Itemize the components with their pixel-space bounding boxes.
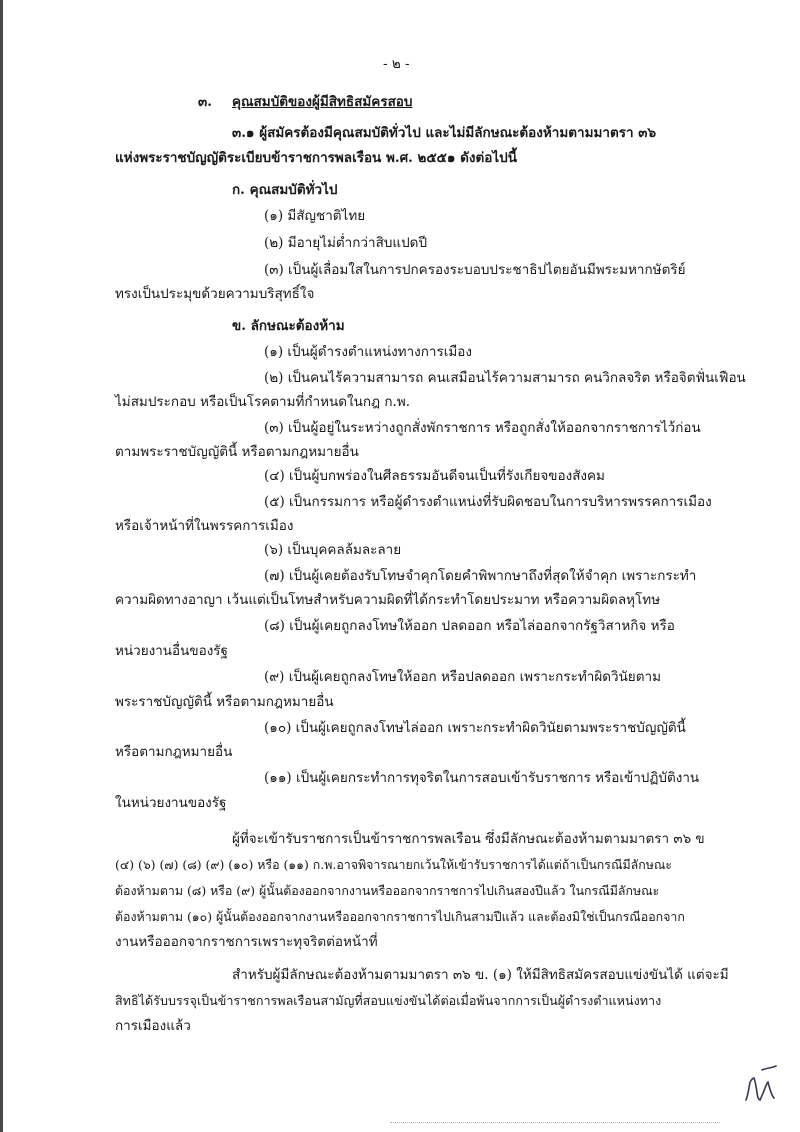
general-item-2: (๒) มีอายุไม่ต่ำกว่าสิบแปดปี	[264, 235, 428, 251]
prohibited-line: (๗) เป็นผู้เคยต้องรับโทษจำคุกโดยคำพิพากษาถึงที่สุดให้จำคุก เพราะกระทำ	[264, 568, 697, 584]
general-item-3-cont: ทรงเป็นประมุขด้วยความบริสุทธิ์ใจ	[115, 286, 315, 302]
prohibited-line: ความผิดทางอาญา เว้นแต่เป็นโทษสำหรับความผิดที่ได้กระทำโดยประมาท หรือความผิดลหุโทษ	[115, 592, 661, 608]
prohibited-line: (๑๐) เป็นผู้เคยถูกลงโทษไล่ออก เพราะกระทำผิดวินัยตามพระราชบัญญัตินี้	[264, 720, 686, 736]
sub-heading-line1: ๓.๑ ผู้สมัครต้องมีคุณสมบัติทั่วไป และไม่มีลักษณะต้องห้ามตามมาตรา ๓๖	[232, 125, 657, 141]
paragraph1-line: ต้องห้ามตาม (๑๐) ผู้นั้นต้องออกจากงานหรือออกจากราชการไปเกินสามปีแล้ว และต้องมิใช่เป็นกรณีออกจาก	[115, 909, 685, 924]
prohibited-line: (๑) เป็นผู้ดำรงตำแหน่งทางการเมือง	[264, 344, 472, 360]
general-item-1: (๑) มีสัญชาติไทย	[264, 208, 366, 224]
prohibited-line: หรือเจ้าหน้าที่ในพรรคการเมือง	[115, 518, 294, 534]
prohibited-line: พระราชบัญญัตินี้ หรือตามกฎหมายอื่น	[115, 694, 334, 710]
prohibited-line: (๓) เป็นผู้อยู่ในระหว่างถูกสั่งพักราชการ หรือถูกสั่งให้ออกจากราชการไว้ก่อน	[264, 420, 701, 436]
prohibited-line: (๖) เป็นบุคคลล้มละลาย	[264, 542, 402, 558]
section-number: ๓.	[198, 94, 212, 110]
section-title: คุณสมบัติของผู้มีสิทธิสมัครสอบ	[232, 94, 413, 110]
prohibited-heading: ข. ลักษณะต้องห้าม	[232, 318, 345, 334]
paragraph1-line: งานหรือออกจากราชการเพราะทุจริตต่อหน้าที่	[115, 934, 378, 950]
prohibited-line: ไม่สมประกอบ หรือเป็นโรคตามที่กำหนดในกฎ ก.พ.	[115, 394, 411, 410]
handwritten-initials	[740, 1060, 780, 1110]
paragraph1-line: (๔) (๖) (๗) (๘) (๙) (๑๐) หรือ (๑๑) ก.พ.อาจพิจารณายกเว้นให้เข้ารับราชการได้แต่ถ้าเป็นกรณีมีลักษณะ	[115, 857, 673, 872]
prohibited-line: (๒) เป็นคนไร้ความสามารถ คนเสมือนไร้ความสามารถ คนวิกลจริต หรือจิตฟั่นเฟือน	[264, 370, 746, 386]
scan-edge	[0, 0, 3, 1132]
paragraph2-line: การเมืองแล้ว	[115, 1018, 191, 1034]
prohibited-line: หรือตามกฎหมายอื่น	[115, 744, 233, 760]
prohibited-line: (๕) เป็นกรรมการ หรือผู้ดำรงตำแหน่งที่รับผิดชอบในการบริหารพรรคการเมือง	[264, 494, 712, 510]
footer-dotted-rule	[390, 1122, 720, 1123]
paragraph1-line: ผู้ที่จะเข้ารับราชการเป็นข้าราชการพลเรือน ซึ่งมีลักษณะต้องห้ามตามมาตรา ๓๖ ข	[232, 831, 705, 847]
prohibited-line: (๘) เป็นผู้เคยถูกลงโทษให้ออก ปลดออก หรือไล่ออกจากรัฐวิสาหกิจ หรือ	[264, 618, 675, 634]
paragraph2-line: สิทธิได้รับบรรจุเป็นข้าราชการพลเรือนสามัญที่สอบแข่งขันได้ต่อเมื่อพ้นจากการเป็นผู้ดำรงตำแหน่งทาง	[115, 993, 662, 1008]
prohibited-line: (๔) เป็นผู้บกพร่องในศีลธรรมอันดีจนเป็นที่รังเกียจของสังคม	[264, 468, 605, 484]
paragraph1-line: ต้องห้ามตาม (๘) หรือ (๙) ผู้นั้นต้องออกจากงานหรือออกจากราชการไปเกินสองปีแล้ว ในกรณีมีลักษณะ	[115, 883, 660, 898]
prohibited-line: ตามพระราชบัญญัตินี้ หรือตามกฎหมายอื่น	[115, 444, 359, 460]
sub-heading-line2: แห่งพระราชบัญญัติระเบียบข้าราชการพลเรือน พ.ศ. ๒๕๕๑ ดังต่อไปนี้	[115, 150, 517, 166]
prohibited-line: หน่วยงานอื่นของรัฐ	[115, 643, 228, 659]
general-heading: ก. คุณสมบัติทั่วไป	[232, 182, 338, 198]
general-item-3: (๓) เป็นผู้เลื่อมใสในการปกครองระบอบประชาธิปไตยอันมีพระมหากษัตริย์	[264, 262, 686, 278]
prohibited-line: ในหน่วยงานของรัฐ	[115, 795, 227, 811]
paragraph2-line: สำหรับผู้มีลักษณะต้องห้ามตามมาตรา ๓๖ ข. (๑) ให้มีสิทธิสมัครสอบแข่งขันได้ แต่จะมี	[232, 967, 729, 983]
prohibited-line: (๑๑) เป็นผู้เคยกระทำการทุจริตในการสอบเข้ารับราชการ หรือเข้าปฏิบัติงาน	[264, 770, 700, 786]
page-number: - ๒ -	[383, 56, 410, 72]
prohibited-line: (๙) เป็นผู้เคยถูกลงโทษให้ออก หรือปลดออก เพราะกระทำผิดวินัยตาม	[264, 669, 661, 685]
